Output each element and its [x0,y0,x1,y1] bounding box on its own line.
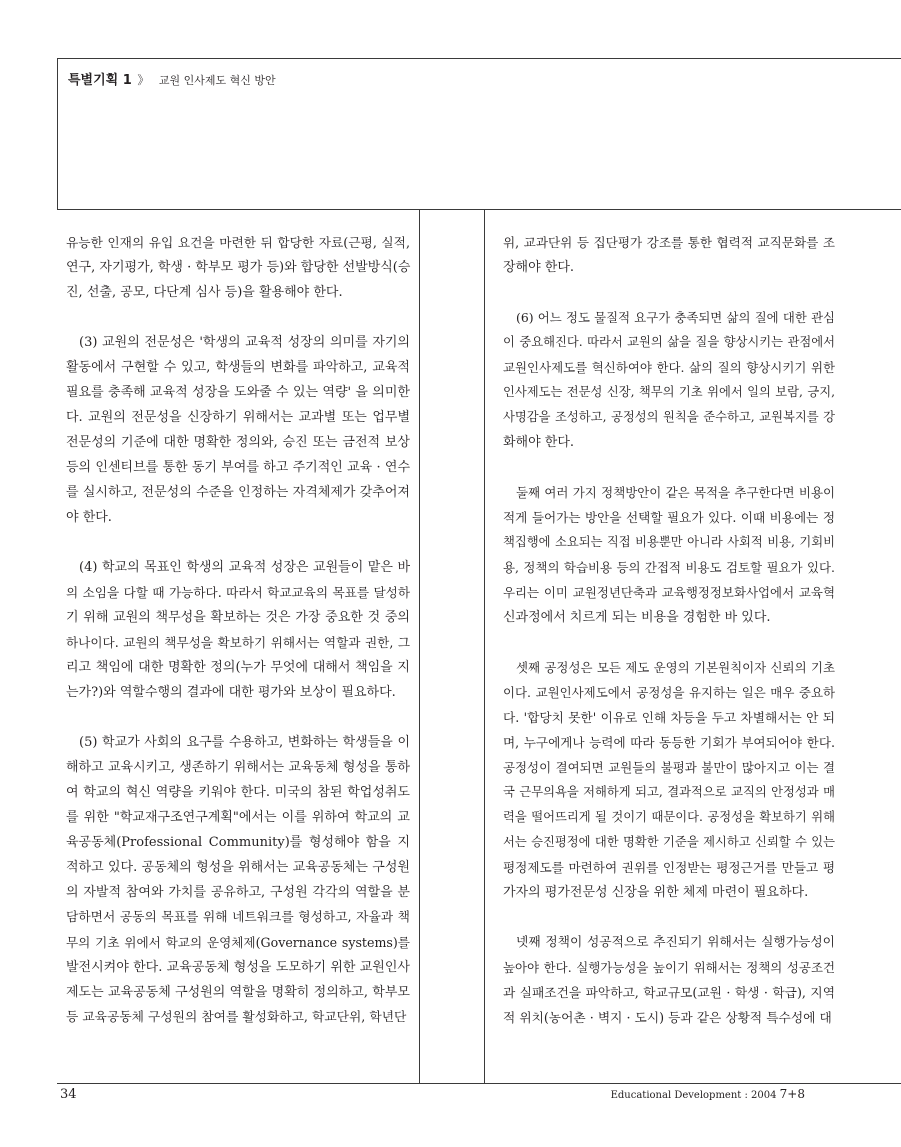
right-column-paragraph [503,305,835,455]
text-line: 과 실패조건을 파악하고, 학교규모(교원 · 학생 · 학급), 지역 [503,985,835,1000]
left-column-paragraph [66,730,410,1030]
right-column-paragraph [503,230,835,280]
text-line: (3) 교원의 전문성은 '학생의 교육적 성장의 의미를 자기의 [79,335,410,350]
header-bottom-rule [57,209,901,210]
text-line: (4) 학교의 목표인 학생의 교육적 성장은 교원들이 맡은 바 [79,560,410,575]
text-line: 며, 누구에게나 능력에 따라 동등한 기회가 부여되어야 한다. [503,735,835,750]
page-number: 34 [60,1087,77,1102]
text-line: 전문성의 기준에 대한 명확한 정의와, 승진 또는 금전적 보상 [66,435,410,450]
right-column-paragraph [503,655,835,905]
text-line: 국 근무의욕을 저해하게 되고, 결과적으로 교직의 안정성과 매 [503,785,835,799]
text-line: 평정제도를 마련하여 권위를 인정받는 평정근거를 만들고 평 [503,860,835,875]
text-line: 적 위치(농어촌 · 벽지 · 도시) 등과 같은 상황적 특수성에 대 [503,1010,832,1025]
text-line: 담하면서 공동의 목표를 위해 네트워크를 형성하고, 자율과 책 [66,910,410,925]
text-line: 우리는 이미 교원정년단축과 교육행정정보화사업에서 교육혁 [503,585,835,600]
text-line: 넷째 정책이 성공적으로 추진되기 위해서는 실행가능성이 [516,935,835,950]
text-line: 기 위해 교원의 책무성을 확보하는 것은 가장 중요한 것 중의 [66,610,410,625]
running-header [68,72,276,89]
journal-footer [611,1087,805,1101]
text-line: 셋째 공정성은 모든 제도 운영의 기본원칙이자 신뢰의 기초 [516,660,835,675]
text-line: 등 교육공동체 구성원의 참여를 활성화하고, 학교단위, 학년단 [66,1010,407,1025]
column-divider-right [484,209,485,1083]
text-line: 적게 들어가는 방안을 선택할 필요가 있다. 이때 비용에는 정 [503,510,835,525]
text-line: 력을 떨어뜨리게 될 것이기 때문이다. 공정성을 확보하기 위해 [503,810,835,824]
text-line: 무의 기초 위에서 학교의 운영체제(Governance systems)를 [66,935,410,950]
text-line: 이 중요해진다. 따라서 교원의 삶을 질을 향상시키는 관점에서 [503,335,835,349]
left-column-paragraph [66,555,410,705]
text-line: 신과정에서 치르게 되는 비용을 경험한 바 있다. [503,610,771,625]
text-line: 책집행에 소요되는 직접 비용뿐만 아니라 사회적 비용, 기회비 [503,535,835,549]
text-line: 필요를 충족해 교육적 성장을 도와줄 수 있는 역량' 을 의미한 [66,385,410,400]
chevron-icon: 》 [137,73,150,87]
text-line: 를 실시하고, 전문성의 수준을 인정하는 자격체제가 갖추어져 [66,485,410,500]
header-top-rule [57,58,901,59]
text-line: 적하고 있다. 공동체의 형성을 위해서는 교육공동체는 구성원 [66,860,410,875]
header-left-rule [57,58,58,209]
journal-name: Educational Development : 2004 [610,1090,777,1101]
text-line: 인사제도는 전문성 신장, 책무의 기초 위에서 일의 보람, 긍지, [503,385,835,399]
text-line: 공정성이 결여되면 교원들의 불평과 불만이 많아지고 이는 결 [503,760,835,775]
text-line: (5) 학교가 사회의 요구를 수용하고, 변화하는 학생들을 이 [79,735,410,750]
text-line: 의 자발적 참여와 가치를 공유하고, 구성원 각각의 역할을 분 [66,885,410,900]
text-line: 높아야 한다. 실행가능성을 높이기 위해서는 정책의 성공조건 [503,960,835,975]
text-line: 사명감을 조성하고, 공정성의 원칙을 준수하고, 교원복지를 강 [503,410,835,424]
text-line: 를 위한 "학교재구조연구계획"에서는 이를 위하여 학교의 교 [66,810,410,825]
paragraph-gap [66,705,410,730]
paragraph-gap [503,905,835,930]
text-line: 리고 책임에 대한 명확한 정의(누가 무엇에 대해서 책임을 지 [66,660,410,675]
right-column-paragraph [503,930,835,1030]
paragraph-gap [66,530,410,555]
text-line: 육공동체(Professional Community)를 형성해야 함을 지 [66,835,410,850]
text-line: 교원인사제도를 혁신하여야 한다. 삶의 질의 향상시키기 위한 [503,360,835,375]
text-line: 용, 정책의 학습비용 등의 간접적 비용도 검토할 필요가 있다. [503,560,835,575]
footer-rule [57,1083,901,1084]
text-line: 해하고 교육시키고, 생존하기 위해서는 교육동체 형성을 통하 [66,760,410,775]
left-column-paragraph [66,330,410,530]
text-line: 활동에서 구현할 수 있고, 학생들의 변화를 파악하고, 교육적 [66,360,410,375]
text-line: 연구, 자기평가, 학생 · 학부모 평가 등)와 합당한 선발방식(승 [66,260,411,275]
text-line: 의 소임을 다할 때 가능하다. 따라서 학교교육의 목표를 달성하 [66,585,410,600]
text-line: 여 학교의 혁신 역량을 키워야 한다. 미국의 참된 학업성취도 [66,785,410,800]
text-line: 유능한 인재의 유입 요건을 마련한 뒤 합당한 자료(근평, 실적, [66,235,410,250]
paragraph-gap [503,630,835,655]
column-divider-left [419,209,420,1083]
text-line: 제도는 교육공동체 구성원의 역할을 명확히 정의하고, 학부모 [66,985,410,1000]
left-column-paragraph [66,230,410,305]
text-line: 등의 인센티브를 통한 동기 부여를 하고 주기적인 교육 · 연수 [66,460,410,475]
text-line: 다. '합당치 못한' 이유로 인해 차등을 두고 차별해서는 안 되 [503,710,835,725]
section-label: 특별기획 1 [68,73,132,88]
text-line: 이다. 교원인사제도에서 공정성을 유지하는 일은 매우 중요하 [503,685,835,700]
text-line: 는가?)와 역할수행의 결과에 대한 평가와 보상이 필요하다. [66,685,396,700]
text-line: 위, 교과단위 등 집단평가 강조를 통한 협력적 교직문화를 조 [503,235,835,250]
right-column [503,230,835,1030]
paragraph-gap [503,455,835,480]
paragraph-gap [503,280,835,305]
paragraph-gap [66,305,410,330]
text-line: 가자의 평가전문성 신장을 위한 체제 마련이 필요하다. [503,885,809,900]
text-line: 화해야 한다. [503,435,575,450]
section-title: 교원 인사제도 혁신 방안 [158,74,276,87]
text-line: 장해야 한다. [503,260,575,275]
text-line: 둘째 여러 가지 정책방안이 같은 목적을 추구한다면 비용이 [516,485,835,500]
text-line: 서는 승진평정에 대한 명확한 기준을 제시하고 신뢰할 수 있는 [503,835,835,849]
text-line: 진, 선출, 공모, 다단계 심사 등)을 활용해야 한다. [66,285,343,300]
right-column-paragraph [503,480,835,630]
journal-issue: 7+8 [779,1087,805,1101]
text-line: 야 한다. [66,510,112,525]
text-line: 하나이다. 교원의 책무성을 확보하기 위해서는 역할과 권한, 그 [66,635,410,650]
text-line: (6) 어느 정도 물질적 요구가 충족되면 삶의 질에 대한 관심 [516,310,835,325]
left-column [66,230,410,1030]
text-line: 다. 교원의 전문성을 신장하기 위해서는 교과별 또는 업무별 [66,410,410,425]
text-line: 발전시켜야 한다. 교육공동체 형성을 도모하기 위한 교원인사 [66,960,410,975]
